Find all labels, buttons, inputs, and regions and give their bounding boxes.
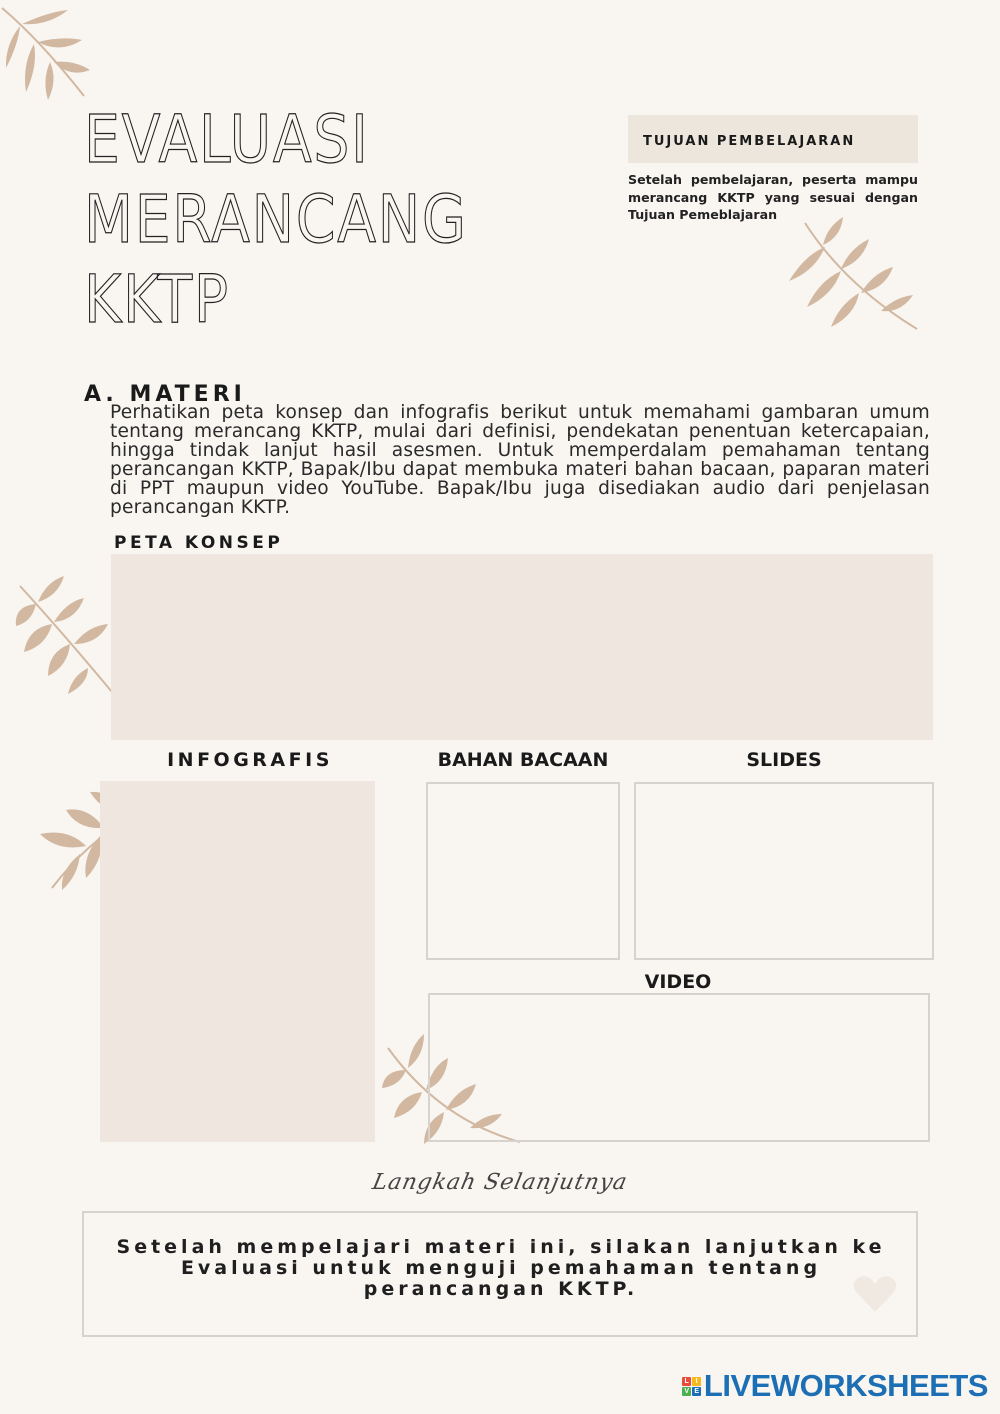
- next-step-heading: Langkah Selanjutnya: [370, 1170, 630, 1195]
- brand-name: LIVEWORKSHEETS: [703, 1368, 988, 1403]
- materi-heading: A. MATERI: [84, 382, 246, 407]
- logo-mark: [682, 1377, 701, 1396]
- infographic-area[interactable]: [100, 781, 375, 1142]
- video-label: VIDEO: [644, 971, 712, 993]
- infographic-label: INFOGRAFIS: [167, 749, 333, 771]
- slides-frame[interactable]: [634, 782, 934, 960]
- concept-map-area[interactable]: [111, 554, 933, 740]
- objectives-text: Setelah pembelajaran, peserta mampu merancang KKTP yang sesuai dengan Tujuan Pemeblajaran: [628, 172, 918, 222]
- heart-icon: [852, 1274, 898, 1314]
- next-step-text: Setelah mempelajari materi ini, silakan lanjutkan ke Evaluasi untuk menguji pemahaman tentang perancangan KKTP.: [116, 1236, 886, 1300]
- leaf-icon: [0, 0, 95, 105]
- title-line: KKTP: [84, 261, 230, 338]
- concept-map-label: PETA KONSEP: [114, 533, 284, 553]
- title-line: EVALUASI: [84, 101, 370, 178]
- reading-material-frame[interactable]: [426, 782, 620, 960]
- reading-material-label: BAHAN BACAAN: [437, 749, 609, 771]
- video-frame[interactable]: [428, 993, 930, 1142]
- logo-letter: E: [692, 1387, 701, 1396]
- slides-label: SLIDES: [746, 749, 822, 771]
- title-line: MERANCANG: [84, 181, 468, 258]
- logo-letter: L: [682, 1377, 691, 1386]
- leaf-icon: [12, 572, 117, 697]
- page-title: [84, 100, 480, 340]
- leaf-icon: [785, 215, 925, 335]
- materi-paragraph: Perhatikan peta konsep dan infografis berikut untuk memahami gambaran umum tentang merancang KKTP, mulai dari definisi, pendekatan penentuan ketercapaian, hingga tindak lanjut hasil asesmen. Untuk memperdalam pemahaman tentang perancangan KKTP, Bapak/Ibu dapat membuka materi bahan bacaan, paparan materi di PPT maupun video YouTube. Bapak/Ibu juga disediakan audio dari penjelasan perancangan KKTP.: [110, 402, 930, 518]
- logo-letter: I: [692, 1377, 701, 1386]
- liveworksheets-logo: [682, 1368, 988, 1404]
- logo-letter: V: [682, 1387, 691, 1396]
- objectives-heading: TUJUAN PEMBELAJARAN: [643, 134, 856, 149]
